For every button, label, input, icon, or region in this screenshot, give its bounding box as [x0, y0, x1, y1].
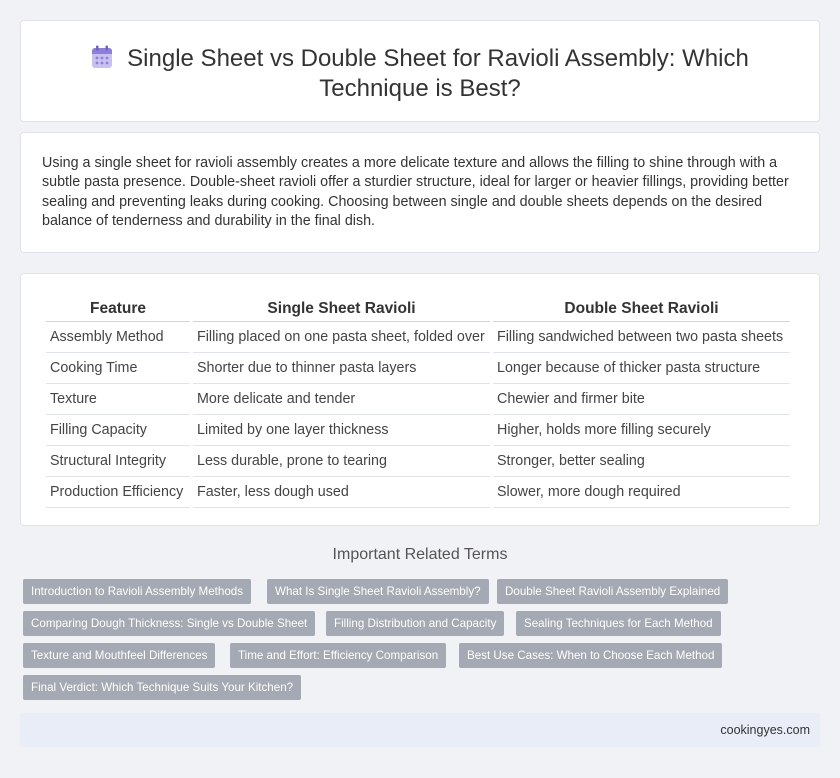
page-title — [21, 44, 819, 104]
header-double-sheet: Double Sheet Ravioli — [493, 296, 790, 322]
single-sheet-cell: Faster, less dough used — [193, 477, 490, 508]
single-sheet-cell: More delicate and tender — [193, 384, 490, 415]
double-sheet-cell: Higher, holds more filling securely — [493, 415, 790, 446]
related-tag-verdict[interactable]: Final Verdict: Which Technique Suits Your Kitchen? — [23, 675, 301, 700]
feature-cell: Assembly Method — [46, 322, 190, 353]
related-tag-dough-thickness[interactable]: Comparing Dough Thickness: Single vs Double Sheet — [23, 611, 315, 636]
related-tag-efficiency[interactable]: Time and Effort: Efficiency Comparison — [230, 643, 446, 668]
table-row — [46, 415, 790, 446]
feature-cell: Cooking Time — [46, 353, 190, 384]
footer-site-link[interactable]: cookingyes.com — [720, 723, 810, 737]
calendar-icon — [91, 45, 113, 69]
double-sheet-cell: Longer because of thicker pasta structure — [493, 353, 790, 384]
double-sheet-cell: Stronger, better sealing — [493, 446, 790, 477]
header-feature: Feature — [46, 296, 190, 322]
header-single-sheet: Single Sheet Ravioli — [193, 296, 490, 322]
table-row — [46, 477, 790, 508]
title-line-2: Technique is Best? — [319, 75, 521, 102]
header-card — [20, 20, 820, 122]
double-sheet-cell: Chewier and firmer bite — [493, 384, 790, 415]
related-tag-use-cases[interactable]: Best Use Cases: When to Choose Each Method — [459, 643, 722, 668]
related-tag-single-sheet[interactable]: What Is Single Sheet Ravioli Assembly? — [267, 579, 489, 604]
related-terms-title: Important Related Terms — [332, 546, 508, 563]
related-tag-sealing[interactable]: Sealing Techniques for Each Method — [516, 611, 721, 636]
table-row — [46, 384, 790, 415]
footer — [20, 713, 820, 747]
single-sheet-cell: Filling placed on one pasta sheet, folded over — [193, 322, 490, 353]
comparison-table — [43, 296, 793, 508]
table-header-row — [46, 296, 790, 322]
feature-cell: Texture — [46, 384, 190, 415]
feature-cell: Production Efficiency — [46, 477, 190, 508]
table-row — [46, 353, 790, 384]
single-sheet-cell: Shorter due to thinner pasta layers — [193, 353, 490, 384]
comparison-card — [20, 273, 820, 526]
summary-text: Using a single sheet for ravioli assembly creates a more delicate texture and allows the filling to shine through with a subtle pasta presence. Double-sheet ravioli offer a sturdier structure, ideal for larger or heavier fillings, providing better sealing and preventing leaks during cooking. Choosing between single and double sheets depends on the desired balance of tenderness and durability in the final dish. — [42, 155, 789, 229]
title-line-1: Single Sheet vs Double Sheet for Ravioli Assembly: Which — [127, 45, 749, 72]
double-sheet-cell: Slower, more dough required — [493, 477, 790, 508]
feature-cell: Structural Integrity — [46, 446, 190, 477]
table-row — [46, 446, 790, 477]
related-tag-texture[interactable]: Texture and Mouthfeel Differences — [23, 643, 215, 668]
table-row — [46, 322, 790, 353]
related-tag-intro[interactable]: Introduction to Ravioli Assembly Methods — [23, 579, 251, 604]
single-sheet-cell: Limited by one layer thickness — [193, 415, 490, 446]
summary-card — [20, 132, 820, 253]
single-sheet-cell: Less durable, prone to tearing — [193, 446, 490, 477]
related-tag-double-sheet[interactable]: Double Sheet Ravioli Assembly Explained — [497, 579, 728, 604]
related-tag-filling[interactable]: Filling Distribution and Capacity — [326, 611, 504, 636]
double-sheet-cell: Filling sandwiched between two pasta sheets — [493, 322, 790, 353]
feature-cell: Filling Capacity — [46, 415, 190, 446]
